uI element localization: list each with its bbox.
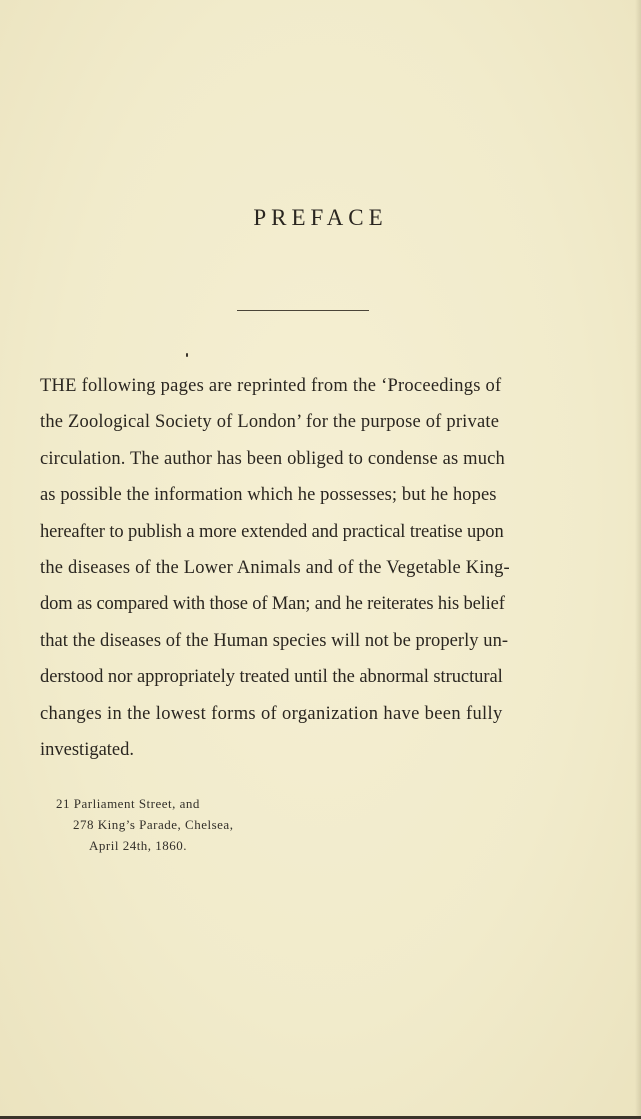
address-line-1: 21 Parliament Street, and	[56, 796, 200, 811]
body-line: THE following pages are reprinted from the ‘Proceedings of	[40, 376, 502, 396]
preface-heading: PREFACE	[253, 205, 388, 230]
body-line: circulation. The author has been obliged to condense as much	[40, 448, 505, 469]
body-line: investigated.	[40, 740, 135, 761]
address-date: April 24th, 1860.	[89, 838, 188, 853]
ink-speck	[186, 353, 188, 357]
body-line: hereafter to publish a more extended and practical treatise upon	[40, 521, 504, 542]
body-line: as possible the information which he possesses; but he hopes	[40, 485, 497, 506]
body-line: the Zoological Society of London’ for the purpose of private	[40, 412, 500, 433]
body-line: changes in the lowest forms of organization have been fully	[40, 703, 503, 724]
body-line: that the diseases of the Human species will not be properly un-	[40, 630, 509, 651]
heading-rule	[237, 310, 369, 311]
address-line-2: 278 King’s Parade, Chelsea,	[73, 817, 234, 832]
preface-body	[40, 368, 570, 768]
page-edge-shadow	[635, 0, 641, 1119]
body-line: dom as compared with those of Man; and he reiterates his belief	[40, 594, 505, 615]
body-line: derstood nor appropriately treated until the abnormal structural	[40, 667, 503, 688]
body-line: the diseases of the Lower Animals and of the Vegetable King-	[40, 558, 510, 579]
